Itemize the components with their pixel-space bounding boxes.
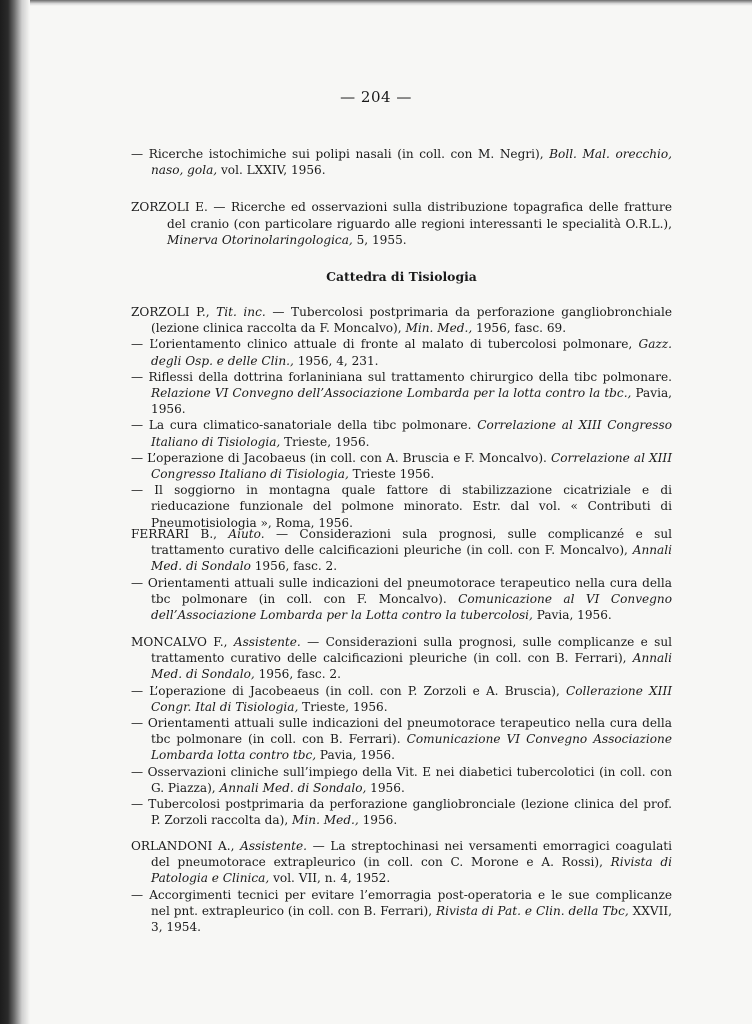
bibliography-entry: — Accorgimenti tecnici per evitare l’emorragia post-operatoria e le sue complicanze nel pnt. extrapleurico (in coll. con B. Ferrari), Rivista di Pat. e Clin. della Tbc, XXVII, 3, 1954. bbox=[131, 887, 672, 935]
bibliography-entry: — L’orientamento clinico attuale di fronte al malato di tubercolosi polmonare, Gazz. degli Osp. e delle Clin., 1956, 4, 231. bbox=[131, 337, 672, 368]
bibliography-entry: — L’operazione di Jacobeaeus (in coll. con P. Zorzoli e A. Bruscia), Collerazione XIII Congr. Ital di Tisiologia, Trieste, 1956. bbox=[131, 683, 672, 714]
bibliography-entry: — L’operazione di Jacobaeus (in coll. con A. Bruscia e F. Moncalvo). Correlazione al XIII Congresso Italiano di Tisiologia, Trieste 1956. bbox=[131, 450, 672, 482]
bibliography-entry: — La cura climatico-sanatoriale della tibc polmonare. Correlazione al XIII Congresso Italiano di Tisiologia, Trieste, 1956. bbox=[131, 418, 672, 449]
bibliography-entry: — Orientamenti attuali sulle indicazioni del pneumotorace terapeutico nella cura della tbc polmonare (in coll. con B. Ferrari). Comunicazione VI Convegno Associazione Lombarda lotta contro tbc, Pavia, 1956. bbox=[131, 716, 672, 763]
bibliography-entry: — Osservazioni cliniche sull’impiego della Vit. E nei diabetici tubercolotici (in coll. con G. Piazza), Annali Med. di Sondalo, 1956. bbox=[131, 764, 672, 795]
page-top-edge bbox=[30, 0, 752, 6]
bibliography-entry: ZORZOLI P., Tit. inc. — Tubercolosi postprimaria da perforazione gangliobronchiale (lezione clinica raccolta da F. Moncalvo), Min. Med., 1956, fasc. 69. bbox=[131, 305, 672, 336]
page-number: — 204 — bbox=[340, 88, 412, 106]
bibliography-entry: MONCALVO F., Assistente. — Considerazioni sulla prognosi, sulle complicanze e sul trattamento curativo delle calcificazioni pleuriche (in coll. con B. Ferrari), Annali Med. di Sondalo, 1956, fasc. 2. bbox=[131, 635, 672, 682]
bibliography-entry: ZORZOLI E. — Ricerche ed osservazioni sulla distribuzione topagrafica delle fratture del cranio (con particolare riguardo alle regioni interessanti le specialità O.R.L.), Minerva Otorinolaringologica, 5, 1955. bbox=[131, 200, 672, 247]
bibliography-entry: — Riflessi della dottrina forlaniniana sul trattamento chirurgico della tibc polmonare. Relazione VI Convegno dell’Associazione Lombarda per la lotta contro la tbc., Pavia, 1956. bbox=[131, 369, 672, 417]
bibliography-entry: — Tubercolosi postprimaria da perforazione gangliobronciale (lezione clinica del prof. P. Zorzoli raccolta da), Min. Med., 1956. bbox=[131, 797, 672, 828]
section-heading-block bbox=[131, 269, 672, 285]
section-heading: Cattedra di Tisiologia bbox=[326, 269, 477, 284]
bibliography-entry: — Orientamenti attuali sulle indicazioni del pneumotorace terapeutico nella cura della tbc polmonare (in coll. con F. Moncalvo). Comunicazione al VI Convegno dell’Associazione Lombarda per la Lotta contro la tubercolosi, Pavia, 1956. bbox=[131, 575, 672, 623]
author-block-orlandoni bbox=[131, 838, 672, 935]
bibliography-entry: — Il soggiorno in montagna quale fattore di stabilizzazione cicatriziale e di rieducazione funzionale del polmone minorato. Estr. dal vol. « Contributi di Pneumotisiologia », Roma, 1956. bbox=[131, 483, 672, 530]
bibliography-entry: — Ricerche istochimiche sui polipi nasali (in coll. con M. Negri), Boll. Mal. orecchio, naso, gola, vol. LXXIV, 1956. bbox=[131, 147, 672, 178]
book-spine-edge bbox=[0, 0, 30, 1024]
top-entries bbox=[131, 146, 672, 248]
author-block-ferrari bbox=[131, 526, 672, 623]
author-block-zorzoli-p bbox=[131, 304, 672, 531]
author-block-moncalvo bbox=[131, 634, 672, 828]
bibliography-entry: FERRARI B., Aiuto. — Considerazioni sula prognosi, sulle complicanzé e sul trattamento curativo delle calcificazioni pleuriche (in coll. con F. Moncalvo), Annali Med. di Sondalo 1956, fasc. 2. bbox=[131, 527, 672, 574]
bibliography-entry: ORLANDONI A., Assistente. — La streptochinasi nei versamenti emorragici coagulati del pneumotorace extrapleurico (in coll. con C. Morone e A. Rossi), Rivista di Patologia e Clinica, vol. VII, n. 4, 1952. bbox=[131, 839, 673, 886]
